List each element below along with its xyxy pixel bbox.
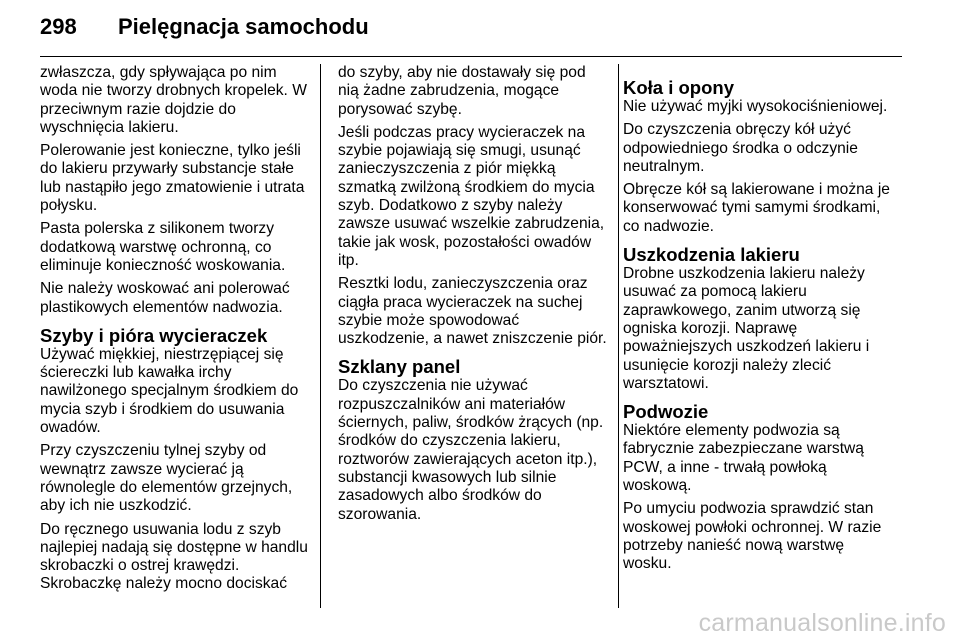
paragraph: do szyby, aby nie dostawały się pod nią żadne zabrudzenia, mogące porysować szybę. xyxy=(338,64,586,118)
section-heading-glass-panel: Szklany panel xyxy=(338,356,461,378)
paragraph: Obręcze kół są lakierowane i można je konserwować tymi samymi środkami, co nadwozie. xyxy=(623,181,890,235)
watermark: carmanualsonline.info xyxy=(698,609,946,637)
paragraph: Nie używać myjki wysokociśnieniowej. xyxy=(623,98,888,115)
column-divider xyxy=(618,64,619,608)
paragraph: Przy czyszczeniu tylnej szyby od wewnątrz zawsze wycierać ją równolegle do elementów grzejnych, aby ich nie uszkodzić. xyxy=(40,442,293,515)
page-number: 298 xyxy=(40,14,77,39)
paragraph: Po umyciu podwozia sprawdzić stan woskowej powłoki ochronnej. W razie potrzeby nanieść nową warstwę wosku. xyxy=(623,500,882,573)
section-heading-wheels: Koła i opony xyxy=(623,77,734,98)
column-2 xyxy=(338,64,610,529)
column-3 xyxy=(623,64,895,579)
paragraph: Niektóre elementy podwozia są fabrycznie zabezpieczane warstwą PCW, a inne - trwałą powłoką woskową. xyxy=(623,422,864,495)
paragraph: Drobne uszkodzenia lakieru należy usuwać za pomocą lakieru zaprawkowego, zanim utworzą się ogniska korozji. Naprawę poważniejszych uszkodzeń lakieru i usunięcie korozji należy zlecić warsztatowi. xyxy=(623,265,870,392)
column-1 xyxy=(40,64,312,599)
paragraph: Resztki lodu, zanieczyszczenia oraz ciągła praca wycieraczek na suchej szybie może spowodować uszkodzenie, a nawet zniszczenie piór. xyxy=(338,275,607,348)
section-heading-wipers: Szyby i pióra wycieraczek xyxy=(40,324,268,346)
header-rule xyxy=(40,56,902,57)
paragraph: zwłaszcza, gdy spływająca po nim woda nie tworzy drobnych kropelek. W przeciwnym razie dojdzie do wyschnięcia lakieru. xyxy=(40,64,307,136)
paragraph: Pasta polerska z silikonem tworzy dodatkową warstwę ochronną, co eliminuje konieczność woskowania. xyxy=(40,220,286,274)
paragraph: Do ręcznego usuwania lodu z szyb najlepiej nadają się dostępne w handlu skrobaczki o ostrej krawędzi. Skrobaczkę należy mocno dociskać xyxy=(40,520,308,593)
section-heading-paint-damage: Uszkodzenia lakieru xyxy=(623,244,800,266)
paragraph: Do czyszczenia obręczy kół użyć odpowiedniego środka o odczynie neutralnym. xyxy=(623,121,858,175)
page-title: Pielęgnacja samochodu xyxy=(118,14,369,39)
paragraph: Jeśli podczas pracy wycieraczek na szybie pojawiają się smugi, usunąć zanieczyszczenia z piór miękką szmatką zwilżoną środkiem do mycia szyb. Dodatkowo z szyby należy zawsze usuwać wszelkie zabrudzenia, takie jak wosk, pozostałości owadów itp. xyxy=(338,123,605,269)
paragraph: Nie należy woskować ani polerować plastikowych elementów nadwozia. xyxy=(40,280,290,316)
paragraph: Polerowanie jest konieczne, tylko jeśli do lakieru przywarły substancje stałe lub nastąpiło jego zmatowienie i utrata połysku. xyxy=(40,142,305,215)
paragraph: Do czyszczenia nie używać rozpuszczalników ani materiałów ściernych, paliw, środków żrących (np. środków do czyszczenia lakieru, roztworów zawierających aceton itp.), substancji kwasowych lub silnie zasadowych albo środków do szorowania. xyxy=(338,377,604,523)
paragraph: Używać miękkiej, niestrzępiącej się ściereczki lub kawałka irchy nawilżonego specjalnym środkiem do mycia szyb i środkiem do usuwania owadów. xyxy=(40,345,299,437)
page-header xyxy=(40,14,369,50)
section-heading-underbody: Podwozie xyxy=(623,401,709,423)
column-divider xyxy=(320,64,321,608)
